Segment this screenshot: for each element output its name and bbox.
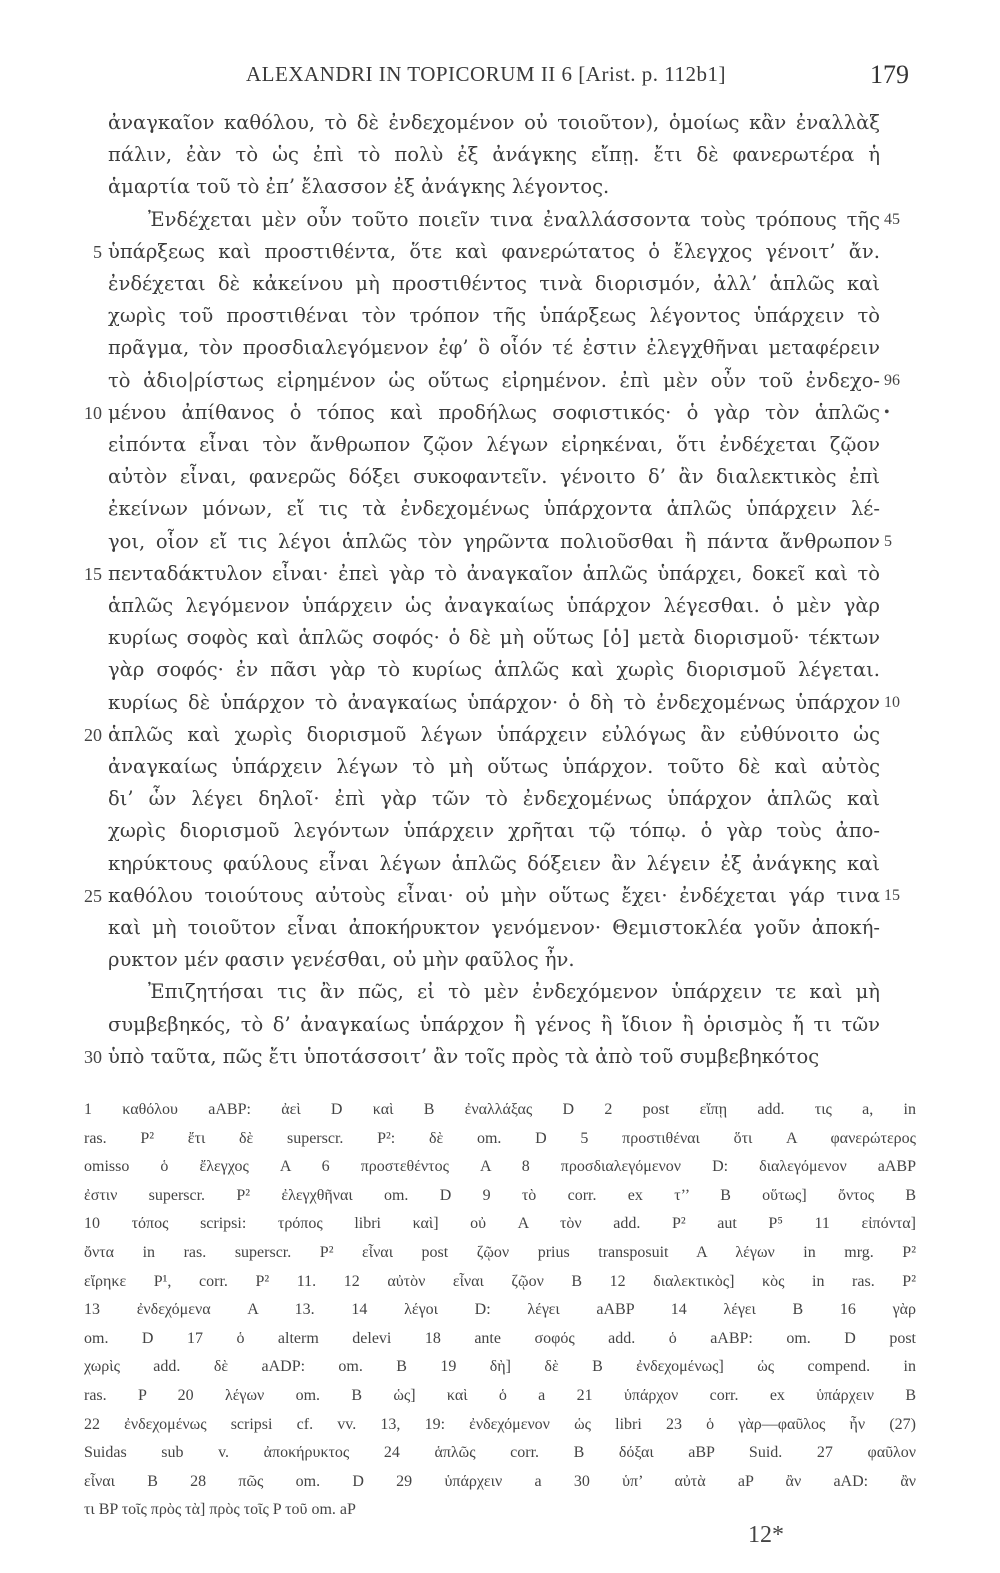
footnote-line: χωρὶς add. δὲ aADP: om. B 19 δὴ] δὲ B ἐνδεχομένως] ὡς compend. in (84, 1358, 916, 1375)
margin-reference: 45 (884, 211, 900, 228)
footnote-line: om. D 17 ὁ alterm delevi 18 ante σοφός add. ὁ aABP: om. D post (84, 1330, 916, 1347)
running-title: ALEXANDRI IN TOPICORUM II 6 [Arist. p. 112b1] (246, 62, 727, 86)
text-line: καθόλου τοιούτους αὐτοὺς εἶναι· οὐ μὴν οὕτως ἔχει· ἐνδέχεται γάρ τινα (108, 884, 880, 907)
margin-reference: 10 (884, 694, 900, 711)
footnote-line: Suidas sub v. ἀποκήρυκτος 24 ἁπλῶς corr. B δόξαι aBP Suid. 27 φαῦλον (84, 1444, 916, 1461)
text-line: πρᾶγμα, τὸν προσδιαλεγόμενον ἐφ’ ὃ οἷόν τέ ἐστιν ἐλεγχθῆναι μεταφέρειν (108, 336, 880, 359)
text-line: ἁπλῶς λεγόμενον ὑπάρχειν ὡς ἀναγκαίως ὑπάρχον λέγεσθαι. ὁ μὲν γὰρ (108, 594, 880, 617)
text-line: γὰρ σοφός· ἐν πᾶσι γὰρ τὸ κυρίως ἁπλῶς καὶ χωρὶς διορισμοῦ λέγεται. (108, 658, 880, 681)
text-line: εἰπόντα εἶναι τὸν ἄνθρωπον ζῷον λέγων εἰρηκέναι, ὅτι ἐνδέχεται ζῷον (108, 433, 880, 456)
footnote-line: ὄντα in ras. superscr. P² εἶναι post ζῷον prius transposuit A λέγων in mrg. P² (84, 1244, 916, 1261)
text-line: κυρίως δὲ ὑπάρχον τὸ ἀναγκαίως ὑπάρχον· ὁ δὴ τὸ ἐνδεχομένως ὑπάρχον (108, 691, 880, 714)
text-line: ἐνδέχεται δὲ κἀκείνου μὴ προστιθέντος τινὰ διορισμόν, ἀλλ’ ἁπλῶς καὶ (108, 272, 880, 295)
text-line: συμβεβηκός, τὸ δ’ ἀναγκαίως ὑπάρχον ἢ γένος ἢ ἴδιον ἢ ὁρισμὸς ἤ τι τῶν (108, 1013, 880, 1036)
footnote-line: 1 καθόλου aABP: ἀεὶ D καὶ B ἐναλλάξας D 2 post εἴπῃ add. τις a, in (84, 1101, 916, 1118)
footnote-line: ras. P² ἔτι δὲ superscr. P²: δὲ om. D 5 προστιθέναι ὅτι A φανερώτερος (84, 1130, 917, 1147)
text-line: αὐτὸν εἶναι, φανερῶς δόξει συκοφαντεῖν. γένοιτο δ’ ἂν διαλεκτικὸς ἐπὶ (108, 465, 880, 488)
footnote-line: τι BP τοῖς πρὸς τὰ] πρὸς τοῖς P τοῦ om. aP (84, 1501, 356, 1518)
page-number: 179 (870, 60, 909, 89)
margin-reference: • (884, 404, 890, 421)
footnote-line: εἴρηκε P¹, corr. P² 11. 12 αὐτὸν εἶναι ζῷον B 12 διαλεκτικὸς] κὸς in ras. P² (84, 1273, 916, 1290)
text-line: ὑπὸ ταῦτα, πῶς ἔτι ὑποτάσσοιτ’ ἂν τοῖς πρὸς τὰ ἀπὸ τοῦ συμβεβηκότος (108, 1045, 820, 1068)
text-line: κηρύκτους φαύλους εἶναι λέγων ἁπλῶς δόξειεν ἂν λέγειν ἐξ ἀνάγκης καὶ (108, 852, 880, 875)
text-line: ἀναγκαῖον καθόλου, τὸ δὲ ἐνδεχομένον οὐ τοιοῦτον), ὁμοίως κἂν ἐναλλὰξ (108, 111, 880, 134)
text-line: ρυκτον μέν φασιν γενέσθαι, οὐ μὴν φαῦλος ἦν. (108, 948, 575, 971)
line-number: 15 (84, 564, 102, 584)
text-line: ἀναγκαίως ὑπάρχειν λέγων τὸ μὴ οὕτως ὑπάρχον. τοῦτο δὲ καὶ αὐτὸς (108, 755, 880, 778)
footnote-line: ἐστιν superscr. P² ἐλεγχθῆναι om. D 9 τὸ corr. ex τ’’ B οὕτως] ὄντος B (84, 1187, 916, 1204)
text-line: Ἐπιζητήσαι τις ἂν πῶς, εἰ τὸ μὲν ἐνδεχόμενον ὑπάρχειν τε καὶ μὴ (148, 980, 880, 1003)
margin-reference: 15 (884, 887, 900, 904)
text-line: καὶ μὴ τοιοῦτον εἶναι ἀποκήρυκτον γενόμενον· Θεμιστοκλέα γοῦν ἀποκή- (108, 916, 880, 939)
footnote-line: 22 ἐνδεχομένως scripsi cf. vv. 13, 19: ἐνδεχόμενον ὡς libri 23 ὁ γὰρ—φαῦλος ἦν (27) (84, 1416, 916, 1433)
text-line: πάλιν, ἐὰν τὸ ὡς ἐπὶ τὸ πολὺ ἐξ ἀνάγκης εἴπῃ. ἔτι δὲ φανερωτέρα ἡ (108, 143, 880, 166)
signature-mark: 12* (748, 1522, 784, 1548)
text-line: πενταδάκτυλον εἶναι· ἐπεὶ γὰρ τὸ ἀναγκαῖον ἁπλῶς ὑπάρχει, δοκεῖ καὶ τὸ (108, 562, 880, 585)
page-header (0, 58, 1000, 92)
footnote-line: εἶναι B 28 πῶς om. D 29 ὑπάρχειν a 30 ὑπ’ αὐτὰ aP ἂν aAD: ἂν (84, 1473, 916, 1490)
text-line: χωρὶς διορισμοῦ λεγόντων ὑπάρχειν χρῆται τῷ τόπῳ. ὁ γὰρ τοὺς ἀπο- (108, 819, 880, 842)
footnote-line: 10 τόπος scripsi: τρόπος libri καὶ] οὐ A τὸν add. P² aut P⁵ 11 εἰπόντα] (84, 1215, 916, 1232)
line-number: 30 (84, 1047, 102, 1067)
text-line: Ἐνδέχεται μὲν οὖν τοῦτο ποιεῖν τινα ἐναλλάσσοντα τοὺς τρόπους τῆς (148, 208, 880, 231)
text-line: χωρὶς τοῦ προστιθέναι τὸν τρόπον τῆς ὑπάρξεως λέγοντος ὑπάρχειν τὸ (108, 304, 880, 327)
footnote-line: 13 ἐνδεχόμενα A 13. 14 λέγοι D: λέγει aABP 14 λέγει B 16 γὰρ (84, 1301, 916, 1318)
text-line: ἁπλῶς καὶ χωρὶς διορισμοῦ λέγων ὑπάρχειν εὐλόγως ἂν εὐθύνοιτο ὡς (108, 723, 880, 746)
text-line: γοι, οἷον εἴ τις λέγοι ἁπλῶς τὸν γηρῶντα πολιοῦσθαι ἢ πάντα ἄνθρωπον (108, 530, 880, 553)
footnote-line: ras. P 20 λέγων om. B ὡς] καὶ ὁ a 21 ὑπάρχον corr. ex ὑπάρχειν B (84, 1387, 916, 1404)
footnote-line: omisso ὁ ἔλεγχος A 6 προστεθέντος A 8 προσδιαλεγόμενον D: διαλεγόμενον aABP (84, 1158, 916, 1175)
line-number: 10 (84, 403, 102, 423)
text-line: δι’ ὧν λέγει δηλοῖ· ἐπὶ γὰρ τῶν τὸ ἐνδεχομένως ὑπάρχον ἁπλῶς καὶ (108, 787, 880, 810)
line-number: 20 (84, 725, 102, 745)
margin-reference: 5 (884, 533, 892, 550)
text-line: μένου ἀπίθανος ὁ τόπος καὶ προδήλως σοφιστικός· ὁ γὰρ τὸν ἁπλῶς (108, 401, 880, 424)
margin-reference: 96 (884, 372, 900, 389)
text-line: ὑπάρξεως καὶ προστιθέντα, ὅτε καὶ φανερώτατος ὁ ἔλεγχος γένοιτ’ ἄν. (108, 240, 880, 263)
text-line: ἐκείνων μόνων, εἴ τις τὰ ἐνδεχομένως ὑπάρχοντα ἁπλῶς ὑπάρχειν λέ- (108, 497, 880, 520)
text-line: ἁμαρτία τοῦ τὸ ἐπ’ ἔλασσον ἐξ ἀνάγκης λέγοντος. (108, 175, 610, 198)
text-line: τὸ ἀδιο|ρίστως εἰρημένον ὡς οὕτως εἰρημένον. ἐπὶ μὲν οὖν τοῦ ἐνδεχο- (108, 369, 880, 392)
line-number: 25 (84, 886, 102, 906)
line-number: 5 (93, 242, 102, 262)
text-line: κυρίως σοφὸς καὶ ἁπλῶς σοφός· ὁ δὲ μὴ οὕτως [ὁ] μετὰ διορισμοῦ· τέκτων (108, 626, 880, 649)
